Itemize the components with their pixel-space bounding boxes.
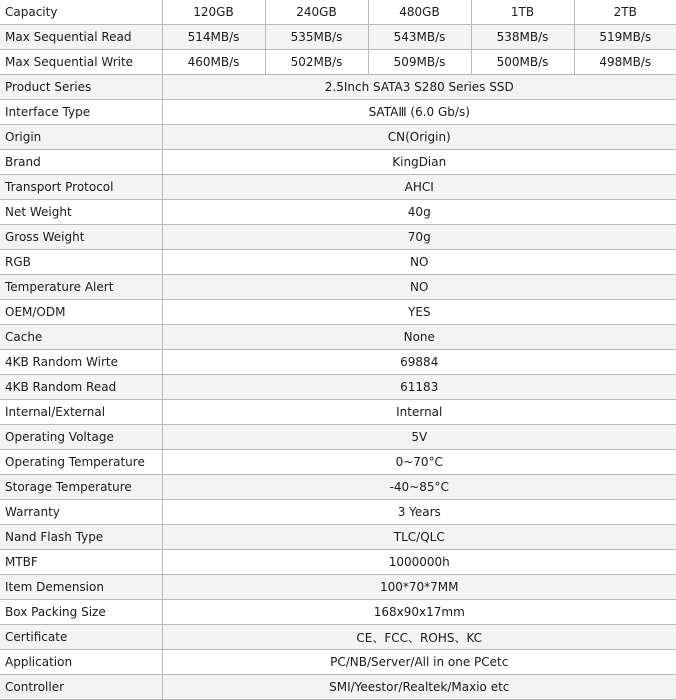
capacity-row <box>0 0 676 25</box>
speed-cell: 460MB/s <box>162 50 265 75</box>
spec-row <box>0 300 676 325</box>
row-value: 69884 <box>162 350 676 375</box>
spec-row <box>0 325 676 350</box>
row-value: PC/NB/Server/All in one PCetc <box>162 650 676 675</box>
row-value: 168x90x17mm <box>162 600 676 625</box>
speed-cell: 502MB/s <box>265 50 368 75</box>
max-sequential-read-row <box>0 25 676 50</box>
row-label: Interface Type <box>0 100 162 125</box>
row-label: Brand <box>0 150 162 175</box>
spec-row <box>0 500 676 525</box>
row-label: MTBF <box>0 550 162 575</box>
spec-row <box>0 250 676 275</box>
spec-row <box>0 475 676 500</box>
speed-cell: 538MB/s <box>471 25 574 50</box>
row-value: 70g <box>162 225 676 250</box>
row-value: -40~85°C <box>162 475 676 500</box>
row-label: Max Sequential Read <box>0 25 162 50</box>
row-label: 4KB Random Read <box>0 375 162 400</box>
capacity-cell: 240GB <box>265 0 368 25</box>
spec-row <box>0 225 676 250</box>
row-value: 40g <box>162 200 676 225</box>
row-label: Warranty <box>0 500 162 525</box>
row-value: Internal <box>162 400 676 425</box>
capacity-cell: 480GB <box>368 0 471 25</box>
row-label: Net Weight <box>0 200 162 225</box>
row-label: Operating Voltage <box>0 425 162 450</box>
row-value: 1000000h <box>162 550 676 575</box>
row-label: Box Packing Size <box>0 600 162 625</box>
spec-row <box>0 125 676 150</box>
capacity-cell: 2TB <box>574 0 676 25</box>
row-label: Origin <box>0 125 162 150</box>
spec-row <box>0 425 676 450</box>
spec-row <box>0 375 676 400</box>
row-label: Nand Flash Type <box>0 525 162 550</box>
row-value: CN(Origin) <box>162 125 676 150</box>
row-value: NO <box>162 275 676 300</box>
speed-cell: 519MB/s <box>574 25 676 50</box>
speed-cell: 543MB/s <box>368 25 471 50</box>
spec-row <box>0 275 676 300</box>
max-sequential-write-row <box>0 50 676 75</box>
row-label: Application <box>0 650 162 675</box>
capacity-cell: 1TB <box>471 0 574 25</box>
speed-cell: 498MB/s <box>574 50 676 75</box>
speed-cell: 514MB/s <box>162 25 265 50</box>
row-value: None <box>162 325 676 350</box>
row-label: OEM/ODM <box>0 300 162 325</box>
spec-row <box>0 650 676 675</box>
spec-row <box>0 75 676 100</box>
row-value: YES <box>162 300 676 325</box>
row-label: Gross Weight <box>0 225 162 250</box>
row-value: AHCI <box>162 175 676 200</box>
row-label: 4KB Random Wirte <box>0 350 162 375</box>
row-value: 2.5Inch SATA3 S280 Series SSD <box>162 75 676 100</box>
row-label: Internal/External <box>0 400 162 425</box>
row-value: SMI/Yeestor/Realtek/Maxio etc <box>162 675 676 700</box>
row-value: SATAⅢ (6.0 Gb/s) <box>162 100 676 125</box>
speed-cell: 500MB/s <box>471 50 574 75</box>
spec-row <box>0 400 676 425</box>
row-value: TLC/QLC <box>162 525 676 550</box>
spec-row <box>0 600 676 625</box>
row-label: Transport Protocol <box>0 175 162 200</box>
row-value: 0~70°C <box>162 450 676 475</box>
row-label: Temperature Alert <box>0 275 162 300</box>
spec-row <box>0 575 676 600</box>
row-label: Cache <box>0 325 162 350</box>
row-label: Product Series <box>0 75 162 100</box>
spec-row <box>0 675 676 700</box>
speed-cell: 509MB/s <box>368 50 471 75</box>
speed-cell: 535MB/s <box>265 25 368 50</box>
row-value: 61183 <box>162 375 676 400</box>
spec-row <box>0 625 676 650</box>
spec-row <box>0 150 676 175</box>
spec-row <box>0 525 676 550</box>
row-label: Controller <box>0 675 162 700</box>
row-value: KingDian <box>162 150 676 175</box>
row-value: 5V <box>162 425 676 450</box>
spec-row <box>0 175 676 200</box>
spec-row <box>0 450 676 475</box>
row-label: Operating Temperature <box>0 450 162 475</box>
spec-row <box>0 200 676 225</box>
spec-row <box>0 100 676 125</box>
row-label: Max Sequential Write <box>0 50 162 75</box>
spec-row <box>0 350 676 375</box>
row-value: 3 Years <box>162 500 676 525</box>
row-value: 100*70*7MM <box>162 575 676 600</box>
row-label: RGB <box>0 250 162 275</box>
capacity-label: Capacity <box>0 0 162 25</box>
row-label: Certificate <box>0 625 162 650</box>
spec-row <box>0 550 676 575</box>
row-value: NO <box>162 250 676 275</box>
capacity-cell: 120GB <box>162 0 265 25</box>
row-label: Item Demension <box>0 575 162 600</box>
row-value: CE、FCC、ROHS、KC <box>162 625 676 650</box>
row-label: Storage Temperature <box>0 475 162 500</box>
